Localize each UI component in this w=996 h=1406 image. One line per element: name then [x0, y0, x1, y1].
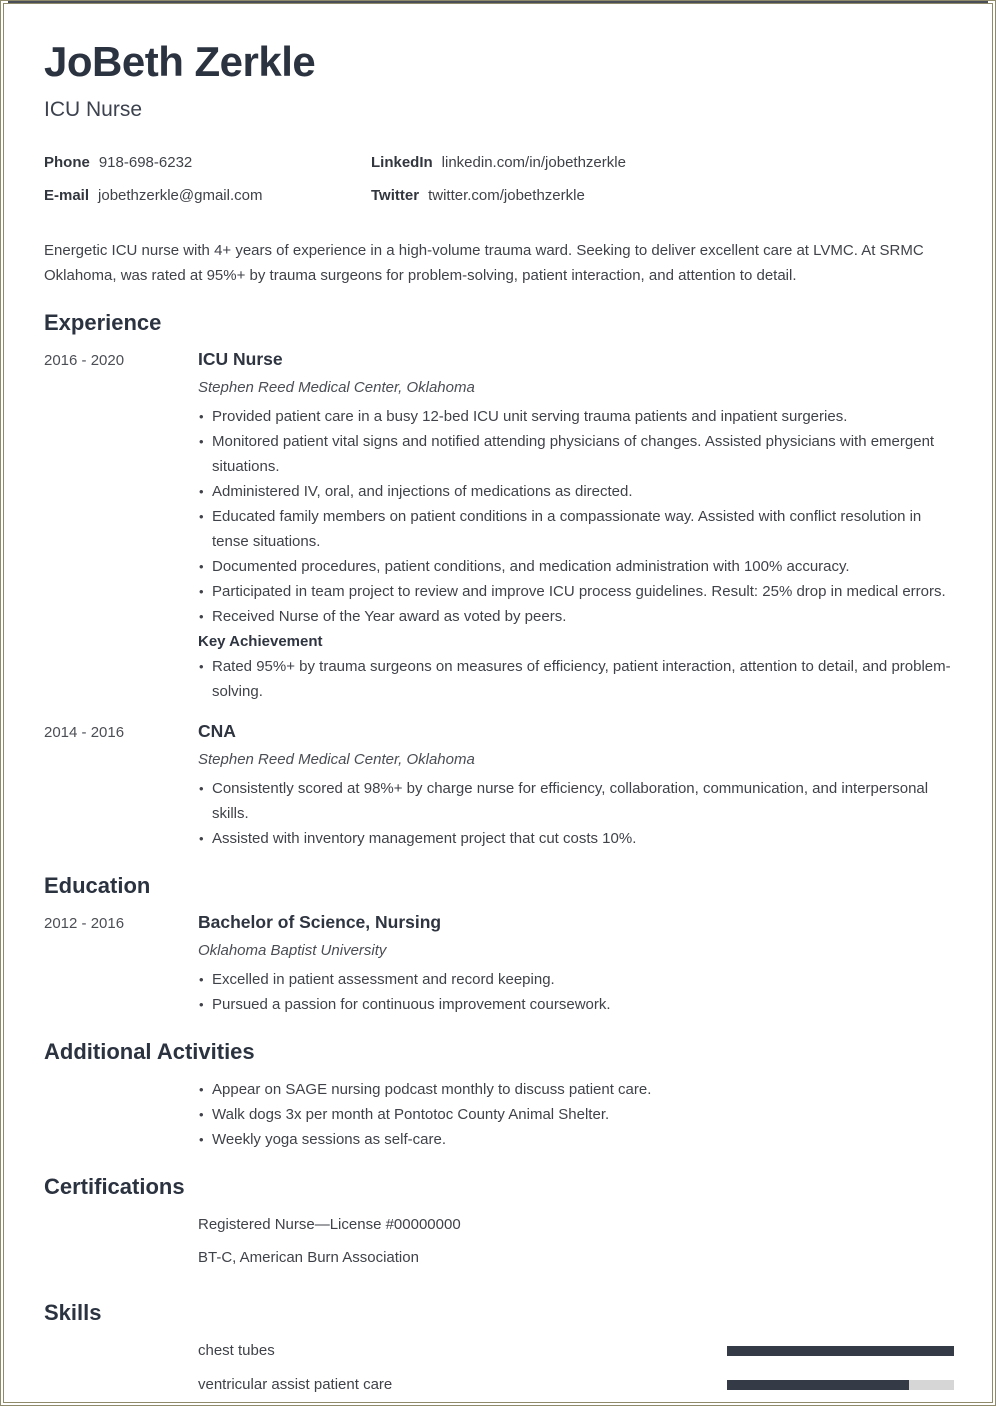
contact-email	[44, 186, 371, 205]
bullet-item: • Received Nurse of the Year award as voted by peers.	[198, 604, 954, 629]
summary-paragraph: Energetic ICU nurse with 4+ years of experience in a high-volume trauma ward. Seeking to deliver excellent care at LVMC. At SRMC Oklahoma, was rated at 95%+ by trauma surgeons for problem-solving, patient interaction, and attention to detail.	[44, 242, 924, 285]
entry-company: Stephen Reed Medical Center, Oklahoma	[198, 751, 475, 769]
certification-item: BT-C, American Burn Association	[198, 1249, 419, 1267]
entry-dates-empty	[44, 1338, 198, 1406]
education-heading: Education	[44, 873, 151, 899]
additional-activities-heading: Additional Activities	[44, 1039, 255, 1065]
entry-dates-empty	[44, 1077, 198, 1152]
entry-company: Stephen Reed Medical Center, Oklahoma	[198, 379, 475, 397]
skill-level-bar	[727, 1380, 954, 1390]
bullet-item: • Excelled in patient assessment and record keeping.	[198, 967, 954, 992]
entry-main	[198, 720, 954, 851]
bullet-item: • Walk dogs 3x per month at Pontotoc County Animal Shelter.	[198, 1102, 954, 1127]
entry-dates: 2012 - 2016	[44, 915, 125, 933]
bullet-list	[198, 404, 954, 629]
bullet-item: • Pursued a passion for continuous improvement coursework.	[198, 992, 954, 1017]
entry-title: Bachelor of Science, Nursing	[198, 912, 442, 933]
bullet-item: • Consistently scored at 98%+ by charge nurse for efficiency, collaboration, communication, and interpersonal skills.	[198, 776, 954, 826]
skill-row	[198, 1372, 954, 1397]
contact-phone-value: 918-698-6232	[98, 154, 193, 172]
section-education	[44, 873, 954, 1017]
bullet-item: • Participated in team project to review and improve ICU process guidelines. Result: 25% drop in medical errors.	[198, 579, 954, 604]
contact-phone-label: Phone	[44, 154, 90, 172]
entry-dates: 2016 - 2020	[44, 352, 125, 370]
skill-level-fill	[727, 1380, 909, 1390]
bullet-item: • Documented procedures, patient conditions, and medication administration with 100% accuracy.	[198, 554, 954, 579]
contact-linkedin-label: LinkedIn	[371, 154, 433, 172]
certifications-entry	[44, 1212, 954, 1278]
experience-heading: Experience	[44, 310, 162, 336]
skill-label: chest tubes	[198, 1342, 275, 1360]
experience-entry	[44, 348, 954, 704]
contact-email-label: E-mail	[44, 187, 90, 205]
certification-item: Registered Nurse—License #00000000	[198, 1216, 461, 1234]
key-achievement-label: Key Achievement	[198, 633, 323, 651]
section-skills	[44, 1300, 954, 1406]
entry-school: Oklahoma Baptist University	[198, 942, 387, 960]
skills-heading: Skills	[44, 1300, 102, 1326]
entry-dates-empty	[44, 1212, 198, 1278]
bullet-list	[198, 776, 954, 851]
education-entry	[44, 911, 954, 1017]
contact-phone	[44, 153, 371, 172]
contact-twitter-value: twitter.com/jobethzerkle	[428, 187, 585, 205]
contact-email-value: jobethzerkle@gmail.com	[98, 187, 263, 205]
additional-activities-entry	[44, 1077, 954, 1152]
skill-level-fill	[727, 1346, 954, 1356]
contact-linkedin-value: linkedin.com/in/jobethzerkle	[441, 154, 626, 172]
experience-entry	[44, 720, 954, 851]
bullet-item: • Monitored patient vital signs and notified attending physicians of changes. Assisted physicians with emergent situations.	[198, 429, 954, 479]
bullet-item: • Rated 95%+ by trauma surgeons on measures of efficiency, patient interaction, attention to detail, and problem-solving.	[198, 654, 954, 704]
bullet-item: • Assisted with inventory management project that cut costs 10%.	[198, 826, 954, 851]
key-achievement-list	[198, 654, 954, 704]
contact-grid	[44, 153, 954, 205]
entry-dates: 2014 - 2016	[44, 724, 125, 742]
entry-title: CNA	[198, 721, 236, 742]
entry-title: ICU Nurse	[198, 349, 283, 370]
section-additional-activities	[44, 1039, 954, 1152]
bullet-item: • Appear on SAGE nursing podcast monthly to discuss patient care.	[198, 1077, 954, 1102]
bullet-item: • Weekly yoga sessions as self-care.	[198, 1127, 954, 1152]
entry-main	[198, 1212, 954, 1278]
bullet-item: • Administered IV, oral, and injections of medications as directed.	[198, 479, 954, 504]
skills-entry	[44, 1338, 954, 1406]
entry-main	[198, 1338, 954, 1406]
skill-level-bar	[727, 1346, 954, 1356]
certifications-heading: Certifications	[44, 1174, 185, 1200]
bullet-item: • Educated family members on patient conditions in a compassionate way. Assisted with conflict resolution in tense situations.	[198, 504, 954, 554]
contact-twitter	[371, 186, 954, 205]
bullet-item: • Provided patient care in a busy 12-bed ICU unit serving trauma patients and inpatient surgeries.	[198, 404, 954, 429]
bullet-list	[198, 1077, 954, 1152]
top-accent-bar	[8, 1, 988, 3]
contact-linkedin	[371, 153, 954, 172]
section-experience	[44, 310, 954, 851]
entry-main	[198, 911, 954, 1017]
candidate-job-title: ICU Nurse	[44, 98, 143, 122]
contact-twitter-label: Twitter	[371, 187, 420, 205]
skill-row	[198, 1338, 954, 1363]
header	[44, 39, 954, 205]
entry-main	[198, 1077, 954, 1152]
candidate-name: JoBeth Zerkle	[44, 38, 316, 85]
skill-label: ventricular assist patient care	[198, 1376, 393, 1394]
entry-main	[198, 348, 954, 704]
section-certifications	[44, 1174, 954, 1278]
bullet-list	[198, 967, 954, 1017]
